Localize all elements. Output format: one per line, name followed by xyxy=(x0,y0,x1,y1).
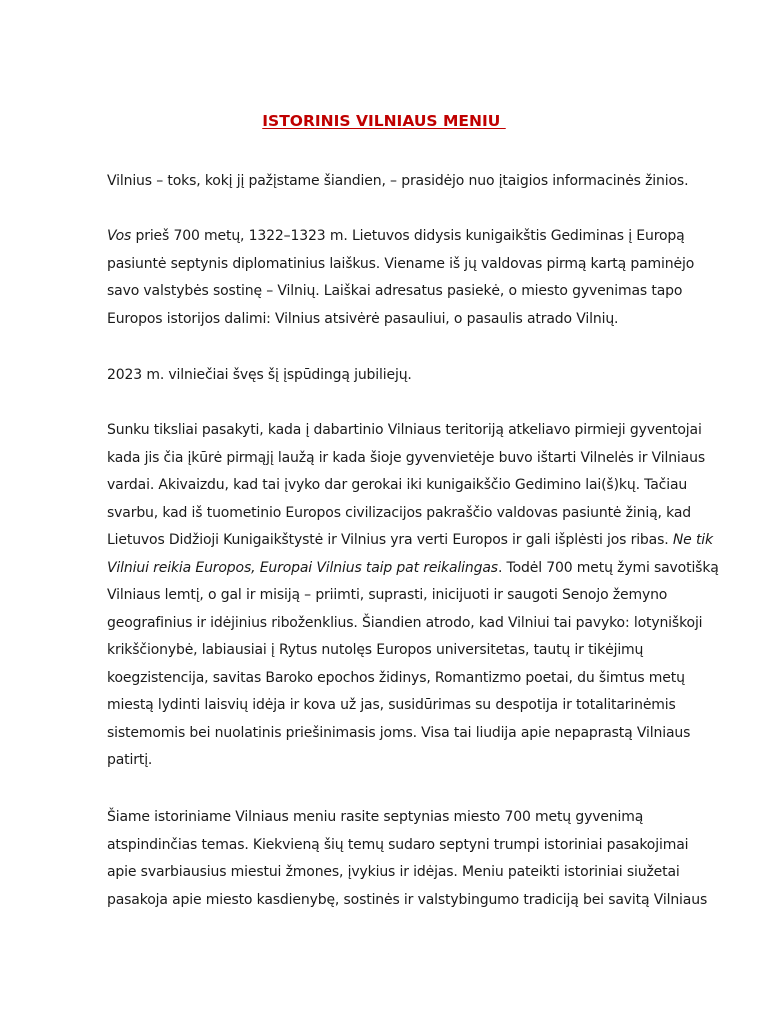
text-line: Sunku tiksliai pasakyti, kada į dabartinio Vilniaus teritoriją atkeliavo pirmieji gyventojai xyxy=(107,422,702,438)
text-line: Europos istorijos dalimi: Vilnius atsivėrė pasauliui, o pasaulis atrado Vilnių. xyxy=(107,310,619,327)
paragraph-jubilee xyxy=(107,362,729,390)
text-line: 2023 m. vilniečiai švęs šį įspūdingą jubiliejų. xyxy=(107,367,412,383)
text-span: . Todėl 700 metų žymi savotišką xyxy=(497,559,719,576)
document-title: ISTORINIS VILNIAUS MENIU xyxy=(262,112,506,130)
text-line: Šiame istoriniame Vilniaus meniu rasite septynias miesto 700 metų gyvenimą xyxy=(107,809,644,825)
italic-text: Vilniui reikia Europos, Europai Vilnius taip pat reikalingas xyxy=(107,559,498,576)
text-line: geografinius ir idėjinius riboženklius. Šiandien atrodo, kad Vilniui tai pavyko: lotyniškoji xyxy=(107,614,703,631)
text-line: miestą lydinti laisvių idėja ir kova už jas, susidūrimas su despotija ir totalitarinėmis xyxy=(107,697,676,713)
italic-text: Vos xyxy=(107,228,132,244)
text-line xyxy=(107,223,729,251)
text-line: koegzistencija, savitas Baroko epochos židinys, Romantizmo poetai, du šimtus metų xyxy=(107,669,685,686)
text-line: Vilniaus lemtį, o gal ir misiją – priimti, suprasti, inicijuoti ir saugoti Senojo žemyno xyxy=(107,587,668,603)
text-line: savo valstybės sostinę – Vilnių. Laiškai adresatus pasiekė, o miesto gyvenimas tapo xyxy=(107,283,683,299)
text-line: apie svarbiausius miestui žmones, įvykius ir idėjas. Meniu pateikti istoriniai siužetai xyxy=(107,864,680,880)
italic-text: Ne tik xyxy=(672,532,713,548)
text-line xyxy=(107,555,729,583)
text-line: atspindinčias temas. Kiekvieną šių temų sudaro septyni trumpi istoriniai pasakojimai xyxy=(107,836,689,853)
text-line: krikščionybė, labiausiai į Rytus nutolęs Europos universitetas, tautų ir tikėjimų xyxy=(107,642,644,658)
text-span: prieš 700 metų, 1322–1323 m. Lietuvos didysis kunigaikštis Gediminas į Europą xyxy=(131,228,685,244)
paragraph-history xyxy=(107,417,729,775)
text-line: Vilnius – toks, kokį jį pažįstame šiandien, – prasidėjo nuo įtaigios informacinės žinios. xyxy=(107,173,689,189)
text-line xyxy=(107,527,729,555)
text-line: kada jis čia įkūrė pirmąjį laužą ir kada šioje gyvenvietėje buvo ištarti Vilnelės ir Vilniaus xyxy=(107,449,705,466)
paragraph-menu xyxy=(107,804,729,914)
text-line: patirtį. xyxy=(107,752,153,768)
text-line: svarbu, kad iš tuometinio Europos civilizacijos pakraščio valdovas pasiuntė žinią, kad xyxy=(107,504,691,521)
text-line: vardai. Akivaizdu, kad tai įvyko dar gerokai iki kunigaikščio Gedimino lai(š)kų. Tačiau xyxy=(107,477,688,493)
paragraph-letters xyxy=(107,223,729,333)
paragraph-intro xyxy=(107,168,729,196)
text-line: sistemomis bei nuolatinis priešinimasis joms. Visa tai liudija apie nepaprastą Vilniaus xyxy=(107,724,691,741)
text-line: pasakoja apie miesto kasdienybę, sostinės ir valstybingumo tradiciją bei savitą Vilniaus xyxy=(107,891,708,908)
text-span: Lietuvos Didžioji Kunigaikštystė ir Vilnius yra verti Europos ir gali išplėsti jos ribas. xyxy=(107,532,673,548)
text-line: pasiuntė septynis diplomatinius laiškus. Viename iš jų valdovas pirmą kartą paminėjo xyxy=(107,255,695,272)
